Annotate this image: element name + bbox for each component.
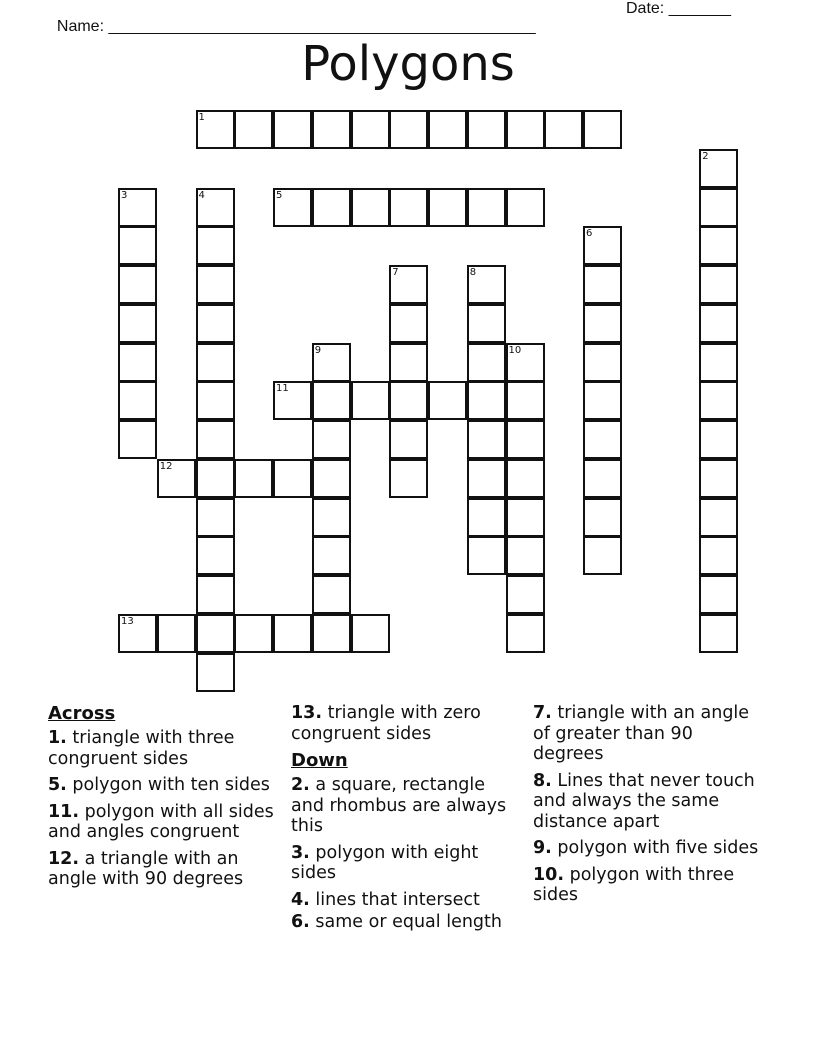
grid-cell[interactable] — [118, 343, 157, 382]
grid-cell[interactable] — [196, 343, 235, 382]
grid-cell[interactable] — [583, 498, 622, 537]
grid-cell[interactable] — [583, 304, 622, 343]
grid-cell[interactable] — [196, 459, 235, 498]
grid-cell[interactable] — [583, 420, 622, 459]
grid-cell[interactable] — [389, 459, 428, 498]
grid-cell[interactable] — [389, 304, 428, 343]
grid-cell[interactable] — [506, 381, 545, 420]
grid-cell[interactable] — [467, 459, 506, 498]
grid-cell[interactable] — [699, 614, 738, 653]
clue-column-3 — [533, 703, 765, 912]
grid-cell[interactable] — [196, 575, 235, 614]
clue-number: 3 — [121, 189, 128, 201]
grid-cell[interactable] — [428, 381, 467, 420]
grid-cell[interactable] — [157, 614, 196, 653]
grid-cell[interactable] — [234, 110, 273, 149]
clue-number: 4 — [198, 189, 205, 201]
grid-cell[interactable] — [389, 381, 428, 420]
grid-cell[interactable] — [506, 536, 545, 575]
clue-number: 7 — [392, 267, 399, 278]
grid-cell[interactable] — [583, 265, 622, 304]
grid-cell[interactable] — [699, 343, 738, 382]
grid-cell[interactable] — [699, 498, 738, 537]
grid-cell[interactable] — [196, 498, 235, 537]
grid-cell[interactable] — [583, 110, 622, 149]
grid-cell[interactable] — [312, 420, 351, 459]
clue-number: 12 — [159, 460, 173, 472]
grid-cell[interactable] — [699, 459, 738, 498]
grid-cell[interactable] — [118, 304, 157, 343]
grid-cell[interactable] — [196, 381, 235, 420]
down-clue: 7. triangle with an angle of greater than 90 degrees — [533, 703, 750, 764]
grid-cell[interactable] — [312, 575, 351, 614]
date-field[interactable]: Date: _______ — [626, 0, 731, 17]
clue-number: 8 — [469, 267, 477, 278]
grid-cell[interactable] — [389, 420, 428, 459]
across-clue: 1. triangle with three congruent sides — [48, 728, 235, 769]
clue-number: 6 — [586, 228, 593, 240]
down-clue: 6. same or equal length — [291, 912, 502, 932]
clue-number: 5 — [276, 189, 283, 201]
grid-cell[interactable] — [118, 381, 157, 420]
grid-cell[interactable] — [506, 498, 545, 537]
grid-cell[interactable] — [506, 188, 545, 227]
grid-cell[interactable] — [467, 381, 506, 420]
grid-cell[interactable] — [467, 536, 506, 575]
grid-cell[interactable] — [196, 420, 235, 459]
grid-cell[interactable] — [583, 343, 622, 382]
down-clue: 9. polygon with five sides — [533, 838, 759, 858]
down-clue: 10. polygon with three sides — [533, 864, 735, 905]
grid-cell[interactable] — [351, 110, 390, 149]
grid-cell[interactable] — [273, 110, 312, 149]
name-field[interactable]: Name: ________________________________________________ — [56, 18, 536, 35]
grid-cell[interactable] — [351, 188, 390, 227]
grid-cell[interactable] — [196, 536, 235, 575]
grid-cell[interactable] — [234, 614, 273, 653]
down-clue: 4. lines that intersect — [291, 889, 480, 910]
across-heading: Across — [48, 703, 116, 724]
clue-number: 1 — [198, 112, 205, 123]
grid-cell[interactable] — [544, 110, 583, 149]
grid-cell[interactable] — [583, 381, 622, 420]
grid-cell[interactable] — [196, 304, 235, 343]
grid-cell[interactable] — [428, 110, 467, 149]
clue-column-2 — [291, 703, 523, 939]
clue-number: 11 — [276, 383, 289, 395]
across-clue: 11. polygon with all sides and angles congruent — [48, 801, 274, 842]
grid-cell[interactable] — [506, 614, 545, 653]
grid-cell[interactable] — [312, 536, 351, 575]
grid-cell[interactable] — [428, 188, 467, 227]
grid-cell[interactable] — [312, 459, 351, 498]
grid-cell[interactable] — [467, 110, 506, 149]
down-heading: Down — [291, 750, 348, 771]
grid-cell[interactable] — [699, 575, 738, 614]
grid-cell[interactable] — [583, 459, 622, 498]
grid-cell[interactable] — [196, 653, 235, 692]
grid-cell[interactable] — [699, 265, 738, 304]
grid-cell[interactable] — [389, 110, 428, 149]
across-clue: 12. a triangle with an angle with 90 degrees — [48, 848, 244, 889]
clue-column-1 — [48, 703, 280, 896]
grid-cell[interactable] — [506, 110, 545, 149]
grid-cell[interactable] — [312, 498, 351, 537]
grid-cell[interactable] — [699, 536, 738, 575]
grid-cell[interactable] — [583, 536, 622, 575]
grid-cell[interactable] — [467, 343, 506, 382]
page-title: Polygons — [301, 36, 515, 92]
grid-cell[interactable] — [196, 226, 235, 265]
grid-cell[interactable] — [351, 381, 390, 420]
across-clue: 13. triangle with zero congruent sides — [291, 703, 481, 744]
down-clue: 8. Lines that never touch and always the same distance apart — [533, 770, 755, 832]
grid-cell[interactable] — [506, 575, 545, 614]
grid-cell[interactable] — [699, 226, 738, 265]
grid-cell[interactable] — [312, 110, 351, 149]
grid-cell[interactable] — [312, 188, 351, 227]
grid-cell[interactable] — [699, 188, 738, 227]
grid-cell[interactable] — [196, 614, 235, 653]
grid-cell[interactable] — [467, 188, 506, 227]
grid-cell[interactable] — [312, 614, 351, 653]
grid-cell[interactable] — [118, 226, 157, 265]
grid-cell[interactable] — [351, 614, 390, 653]
grid-cell[interactable] — [506, 459, 545, 498]
grid-cell[interactable] — [389, 188, 428, 227]
down-clue: 2. a square, rectangle and rhombus are always this — [291, 775, 507, 836]
across-clue: 5. polygon with ten sides — [48, 775, 270, 795]
grid-cell[interactable] — [196, 265, 235, 304]
grid-cell[interactable] — [118, 265, 157, 304]
clue-number: 13 — [121, 615, 134, 627]
grid-cell[interactable] — [467, 420, 506, 459]
clue-number: 2 — [702, 150, 709, 162]
grid-cell[interactable] — [273, 459, 312, 498]
grid-cell[interactable] — [389, 343, 428, 382]
grid-cell[interactable] — [467, 498, 506, 537]
grid-cell[interactable] — [506, 420, 545, 459]
grid-cell[interactable] — [699, 304, 738, 343]
down-clue: 3. polygon with eight sides — [291, 842, 479, 883]
clue-number: 9 — [314, 344, 322, 356]
grid-cell[interactable] — [273, 614, 312, 653]
grid-cell[interactable] — [312, 381, 351, 420]
grid-cell[interactable] — [699, 420, 738, 459]
grid-cell[interactable] — [234, 459, 273, 498]
grid-cell[interactable] — [467, 304, 506, 343]
grid-cell[interactable] — [699, 381, 738, 420]
clue-number: 10 — [508, 344, 522, 356]
grid-cell[interactable] — [118, 420, 157, 459]
